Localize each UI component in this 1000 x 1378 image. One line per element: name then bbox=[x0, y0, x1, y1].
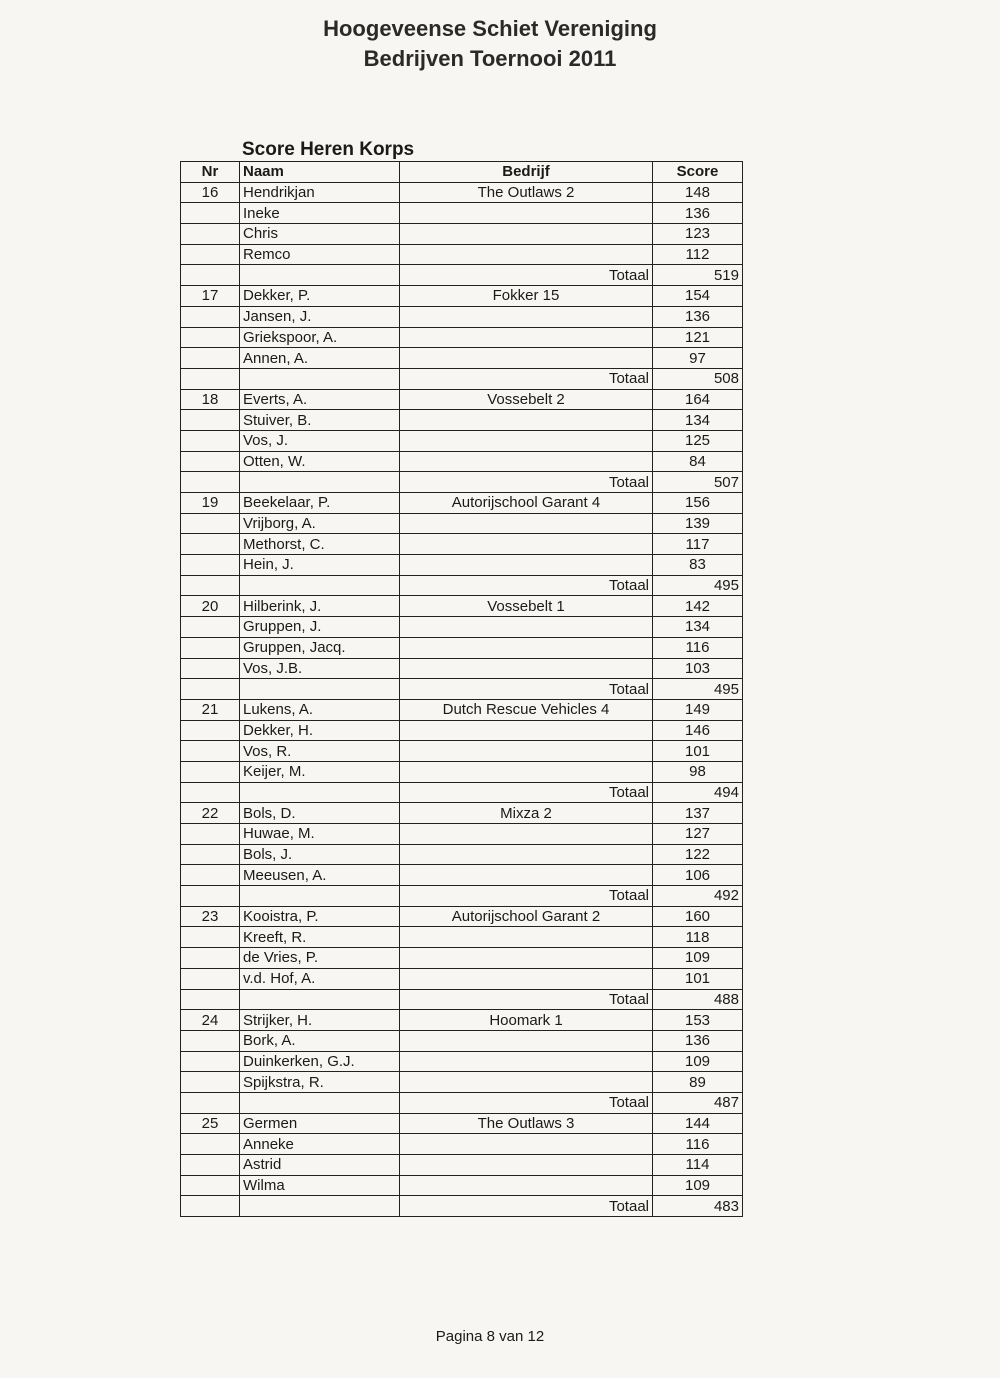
team-company bbox=[400, 410, 653, 431]
member-name: Bols, J. bbox=[240, 844, 400, 865]
team-number bbox=[181, 203, 240, 224]
total-label: Totaal bbox=[400, 265, 653, 286]
team-number bbox=[181, 1051, 240, 1072]
total-row bbox=[181, 782, 743, 803]
team-number bbox=[181, 1072, 240, 1093]
total-label: Totaal bbox=[400, 989, 653, 1010]
team-number bbox=[181, 658, 240, 679]
team-number bbox=[181, 741, 240, 762]
team-number bbox=[181, 410, 240, 431]
member-name: Gruppen, Jacq. bbox=[240, 637, 400, 658]
member-name: Strijker, H. bbox=[240, 1010, 400, 1031]
team-number bbox=[181, 327, 240, 348]
table-row bbox=[181, 244, 743, 265]
table-row bbox=[181, 968, 743, 989]
team-total: 495 bbox=[653, 679, 743, 700]
member-score: 136 bbox=[653, 1030, 743, 1051]
table-row bbox=[181, 617, 743, 638]
member-score: 127 bbox=[653, 824, 743, 845]
team-total: 488 bbox=[653, 989, 743, 1010]
member-score: 118 bbox=[653, 927, 743, 948]
team-number bbox=[181, 824, 240, 845]
team-company bbox=[400, 658, 653, 679]
team-company bbox=[400, 203, 653, 224]
total-row bbox=[181, 265, 743, 286]
member-score: 84 bbox=[653, 451, 743, 472]
team-company: Dutch Rescue Vehicles 4 bbox=[400, 699, 653, 720]
member-score: 109 bbox=[653, 1175, 743, 1196]
team-company: Fokker 15 bbox=[400, 286, 653, 307]
member-name: Meeusen, A. bbox=[240, 865, 400, 886]
table-row bbox=[181, 927, 743, 948]
member-score: 160 bbox=[653, 906, 743, 927]
member-score: 134 bbox=[653, 617, 743, 638]
team-number: 25 bbox=[181, 1113, 240, 1134]
table-row bbox=[181, 534, 743, 555]
table-row bbox=[181, 286, 743, 307]
member-name: v.d. Hof, A. bbox=[240, 968, 400, 989]
total-label: Totaal bbox=[400, 782, 653, 803]
team-company bbox=[400, 534, 653, 555]
table-header-row bbox=[181, 162, 743, 183]
member-name: de Vries, P. bbox=[240, 948, 400, 969]
column-header-score: Score bbox=[653, 162, 743, 183]
team-number bbox=[181, 430, 240, 451]
team-company bbox=[400, 617, 653, 638]
member-name: Stuiver, B. bbox=[240, 410, 400, 431]
member-name: Vrijborg, A. bbox=[240, 513, 400, 534]
member-score: 83 bbox=[653, 555, 743, 576]
column-header-naam: Naam bbox=[240, 162, 400, 183]
member-name: Beekelaar, P. bbox=[240, 493, 400, 514]
team-number bbox=[181, 927, 240, 948]
team-company bbox=[400, 244, 653, 265]
team-number bbox=[181, 968, 240, 989]
total-row bbox=[181, 886, 743, 907]
member-name: Huwae, M. bbox=[240, 824, 400, 845]
team-company bbox=[400, 824, 653, 845]
team-company: Mixza 2 bbox=[400, 803, 653, 824]
member-score: 123 bbox=[653, 224, 743, 245]
team-number-empty bbox=[181, 989, 240, 1010]
member-score: 153 bbox=[653, 1010, 743, 1031]
team-number-empty bbox=[181, 575, 240, 596]
member-name: Kooistra, P. bbox=[240, 906, 400, 927]
team-company: Hoomark 1 bbox=[400, 1010, 653, 1031]
team-number bbox=[181, 306, 240, 327]
team-number bbox=[181, 637, 240, 658]
team-company: Autorijschool Garant 4 bbox=[400, 493, 653, 514]
table-row bbox=[181, 1072, 743, 1093]
member-name: Vos, R. bbox=[240, 741, 400, 762]
total-label: Totaal bbox=[400, 1196, 653, 1217]
member-score: 121 bbox=[653, 327, 743, 348]
table-row bbox=[181, 699, 743, 720]
member-score: 139 bbox=[653, 513, 743, 534]
table-row bbox=[181, 761, 743, 782]
table-row bbox=[181, 948, 743, 969]
team-number-empty bbox=[181, 679, 240, 700]
team-number: 16 bbox=[181, 182, 240, 203]
member-score: 137 bbox=[653, 803, 743, 824]
member-score: 114 bbox=[653, 1155, 743, 1176]
member-name-empty bbox=[240, 265, 400, 286]
team-total: 508 bbox=[653, 368, 743, 389]
member-score: 112 bbox=[653, 244, 743, 265]
team-company bbox=[400, 1134, 653, 1155]
table-row bbox=[181, 637, 743, 658]
member-score: 109 bbox=[653, 1051, 743, 1072]
member-name: Vos, J.B. bbox=[240, 658, 400, 679]
team-number-empty bbox=[181, 1092, 240, 1113]
team-company bbox=[400, 513, 653, 534]
table-row bbox=[181, 1113, 743, 1134]
member-score: 146 bbox=[653, 720, 743, 741]
table-row bbox=[181, 513, 743, 534]
member-score: 142 bbox=[653, 596, 743, 617]
team-number-empty bbox=[181, 265, 240, 286]
member-score: 101 bbox=[653, 741, 743, 762]
member-name-empty bbox=[240, 368, 400, 389]
total-label: Totaal bbox=[400, 368, 653, 389]
team-company bbox=[400, 865, 653, 886]
member-name: Lukens, A. bbox=[240, 699, 400, 720]
member-name: Dekker, P. bbox=[240, 286, 400, 307]
team-number: 21 bbox=[181, 699, 240, 720]
team-number: 17 bbox=[181, 286, 240, 307]
member-name-empty bbox=[240, 886, 400, 907]
table-row bbox=[181, 844, 743, 865]
member-name: Everts, A. bbox=[240, 389, 400, 410]
total-row bbox=[181, 1196, 743, 1217]
team-total: 519 bbox=[653, 265, 743, 286]
member-name: Chris bbox=[240, 224, 400, 245]
member-name: Jansen, J. bbox=[240, 306, 400, 327]
table-row bbox=[181, 1134, 743, 1155]
table-row bbox=[181, 182, 743, 203]
member-name-empty bbox=[240, 1092, 400, 1113]
total-label: Totaal bbox=[400, 472, 653, 493]
team-company bbox=[400, 430, 653, 451]
table-row bbox=[181, 306, 743, 327]
table-row bbox=[181, 451, 743, 472]
member-score: 136 bbox=[653, 203, 743, 224]
table-row bbox=[181, 720, 743, 741]
table-row bbox=[181, 430, 743, 451]
member-name: Ineke bbox=[240, 203, 400, 224]
member-score: 144 bbox=[653, 1113, 743, 1134]
team-total: 494 bbox=[653, 782, 743, 803]
member-score: 101 bbox=[653, 968, 743, 989]
total-row bbox=[181, 368, 743, 389]
member-score: 136 bbox=[653, 306, 743, 327]
table-row bbox=[181, 1155, 743, 1176]
member-name: Hilberink, J. bbox=[240, 596, 400, 617]
team-total: 507 bbox=[653, 472, 743, 493]
member-name: Duinkerken, G.J. bbox=[240, 1051, 400, 1072]
team-number bbox=[181, 761, 240, 782]
team-number bbox=[181, 720, 240, 741]
team-company bbox=[400, 451, 653, 472]
member-name-empty bbox=[240, 472, 400, 493]
team-number bbox=[181, 555, 240, 576]
member-name: Gruppen, J. bbox=[240, 617, 400, 638]
total-row bbox=[181, 989, 743, 1010]
team-company bbox=[400, 720, 653, 741]
section-title: Score Heren Korps bbox=[242, 139, 415, 160]
team-total: 492 bbox=[653, 886, 743, 907]
member-name: Wilma bbox=[240, 1175, 400, 1196]
team-company bbox=[400, 1072, 653, 1093]
team-company bbox=[400, 1030, 653, 1051]
team-number: 18 bbox=[181, 389, 240, 410]
member-name: Dekker, H. bbox=[240, 720, 400, 741]
column-header-nr: Nr bbox=[181, 162, 240, 183]
table-row bbox=[181, 555, 743, 576]
team-number bbox=[181, 844, 240, 865]
member-score: 164 bbox=[653, 389, 743, 410]
member-name: Methorst, C. bbox=[240, 534, 400, 555]
team-number bbox=[181, 224, 240, 245]
team-company bbox=[400, 927, 653, 948]
team-number: 23 bbox=[181, 906, 240, 927]
document-title: Hoogeveense Schiet Vereniging bbox=[323, 16, 657, 41]
table-row bbox=[181, 389, 743, 410]
member-name-empty bbox=[240, 782, 400, 803]
team-company bbox=[400, 1175, 653, 1196]
table-row bbox=[181, 865, 743, 886]
table-row bbox=[181, 596, 743, 617]
team-number bbox=[181, 865, 240, 886]
team-company bbox=[400, 761, 653, 782]
member-name-empty bbox=[240, 989, 400, 1010]
table-row bbox=[181, 224, 743, 245]
member-name: Bols, D. bbox=[240, 803, 400, 824]
page-number: Pagina 8 van 12 bbox=[435, 1328, 545, 1345]
team-company: Autorijschool Garant 2 bbox=[400, 906, 653, 927]
member-score: 89 bbox=[653, 1072, 743, 1093]
member-name-empty bbox=[240, 1196, 400, 1217]
table-row bbox=[181, 906, 743, 927]
team-number-empty bbox=[181, 886, 240, 907]
total-row bbox=[181, 1092, 743, 1113]
table-row bbox=[181, 803, 743, 824]
member-name: Griekspoor, A. bbox=[240, 327, 400, 348]
table-row bbox=[181, 410, 743, 431]
member-name-empty bbox=[240, 575, 400, 596]
total-row bbox=[181, 472, 743, 493]
table-row bbox=[181, 1175, 743, 1196]
member-name: Spijkstra, R. bbox=[240, 1072, 400, 1093]
document-subtitle: Bedrijven Toernooi 2011 bbox=[363, 46, 617, 71]
member-name: Remco bbox=[240, 244, 400, 265]
team-company bbox=[400, 1051, 653, 1072]
team-number bbox=[181, 451, 240, 472]
team-number bbox=[181, 617, 240, 638]
member-score: 134 bbox=[653, 410, 743, 431]
member-name: Kreeft, R. bbox=[240, 927, 400, 948]
team-company: Vossebelt 1 bbox=[400, 596, 653, 617]
team-company bbox=[400, 1155, 653, 1176]
team-number bbox=[181, 1134, 240, 1155]
table-row bbox=[181, 327, 743, 348]
table-row bbox=[181, 493, 743, 514]
member-score: 148 bbox=[653, 182, 743, 203]
member-score: 116 bbox=[653, 1134, 743, 1155]
member-score: 122 bbox=[653, 844, 743, 865]
team-number-empty bbox=[181, 472, 240, 493]
table-row bbox=[181, 1030, 743, 1051]
table-row bbox=[181, 1010, 743, 1031]
team-number bbox=[181, 513, 240, 534]
team-number-empty bbox=[181, 1196, 240, 1217]
total-row bbox=[181, 679, 743, 700]
member-score: 103 bbox=[653, 658, 743, 679]
total-label: Totaal bbox=[400, 886, 653, 907]
table-row bbox=[181, 741, 743, 762]
table-row bbox=[181, 348, 743, 369]
team-number: 19 bbox=[181, 493, 240, 514]
member-name: Vos, J. bbox=[240, 430, 400, 451]
team-number: 24 bbox=[181, 1010, 240, 1031]
team-total: 495 bbox=[653, 575, 743, 596]
member-score: 154 bbox=[653, 286, 743, 307]
team-total: 487 bbox=[653, 1092, 743, 1113]
column-header-bedrijf: Bedrijf bbox=[400, 162, 653, 183]
member-score: 125 bbox=[653, 430, 743, 451]
team-number bbox=[181, 534, 240, 555]
member-name: Germen bbox=[240, 1113, 400, 1134]
member-name: Hein, J. bbox=[240, 555, 400, 576]
member-score: 106 bbox=[653, 865, 743, 886]
table-row bbox=[181, 658, 743, 679]
team-company: The Outlaws 2 bbox=[400, 182, 653, 203]
team-number bbox=[181, 1030, 240, 1051]
score-table bbox=[180, 161, 743, 1217]
member-name: Astrid bbox=[240, 1155, 400, 1176]
team-company bbox=[400, 348, 653, 369]
team-number-empty bbox=[181, 782, 240, 803]
member-score: 98 bbox=[653, 761, 743, 782]
member-score: 116 bbox=[653, 637, 743, 658]
team-number: 22 bbox=[181, 803, 240, 824]
member-score: 156 bbox=[653, 493, 743, 514]
team-number bbox=[181, 348, 240, 369]
team-number-empty bbox=[181, 368, 240, 389]
total-label: Totaal bbox=[400, 679, 653, 700]
member-name: Anneke bbox=[240, 1134, 400, 1155]
table-row bbox=[181, 1051, 743, 1072]
member-score: 149 bbox=[653, 699, 743, 720]
team-company bbox=[400, 844, 653, 865]
total-label: Totaal bbox=[400, 575, 653, 596]
team-company bbox=[400, 948, 653, 969]
team-company: The Outlaws 3 bbox=[400, 1113, 653, 1134]
member-score: 117 bbox=[653, 534, 743, 555]
team-number bbox=[181, 244, 240, 265]
table-row bbox=[181, 824, 743, 845]
team-company: Vossebelt 2 bbox=[400, 389, 653, 410]
team-company bbox=[400, 327, 653, 348]
team-total: 483 bbox=[653, 1196, 743, 1217]
member-name: Annen, A. bbox=[240, 348, 400, 369]
team-number bbox=[181, 1155, 240, 1176]
team-company bbox=[400, 224, 653, 245]
team-company bbox=[400, 306, 653, 327]
table-row bbox=[181, 203, 743, 224]
member-name: Hendrikjan bbox=[240, 182, 400, 203]
team-company bbox=[400, 968, 653, 989]
team-company bbox=[400, 741, 653, 762]
member-score: 109 bbox=[653, 948, 743, 969]
team-number bbox=[181, 1175, 240, 1196]
team-company bbox=[400, 637, 653, 658]
member-score: 97 bbox=[653, 348, 743, 369]
total-row bbox=[181, 575, 743, 596]
total-label: Totaal bbox=[400, 1092, 653, 1113]
team-company bbox=[400, 555, 653, 576]
member-name-empty bbox=[240, 679, 400, 700]
team-number bbox=[181, 948, 240, 969]
member-name: Bork, A. bbox=[240, 1030, 400, 1051]
member-name: Keijer, M. bbox=[240, 761, 400, 782]
member-name: Otten, W. bbox=[240, 451, 400, 472]
team-number: 20 bbox=[181, 596, 240, 617]
